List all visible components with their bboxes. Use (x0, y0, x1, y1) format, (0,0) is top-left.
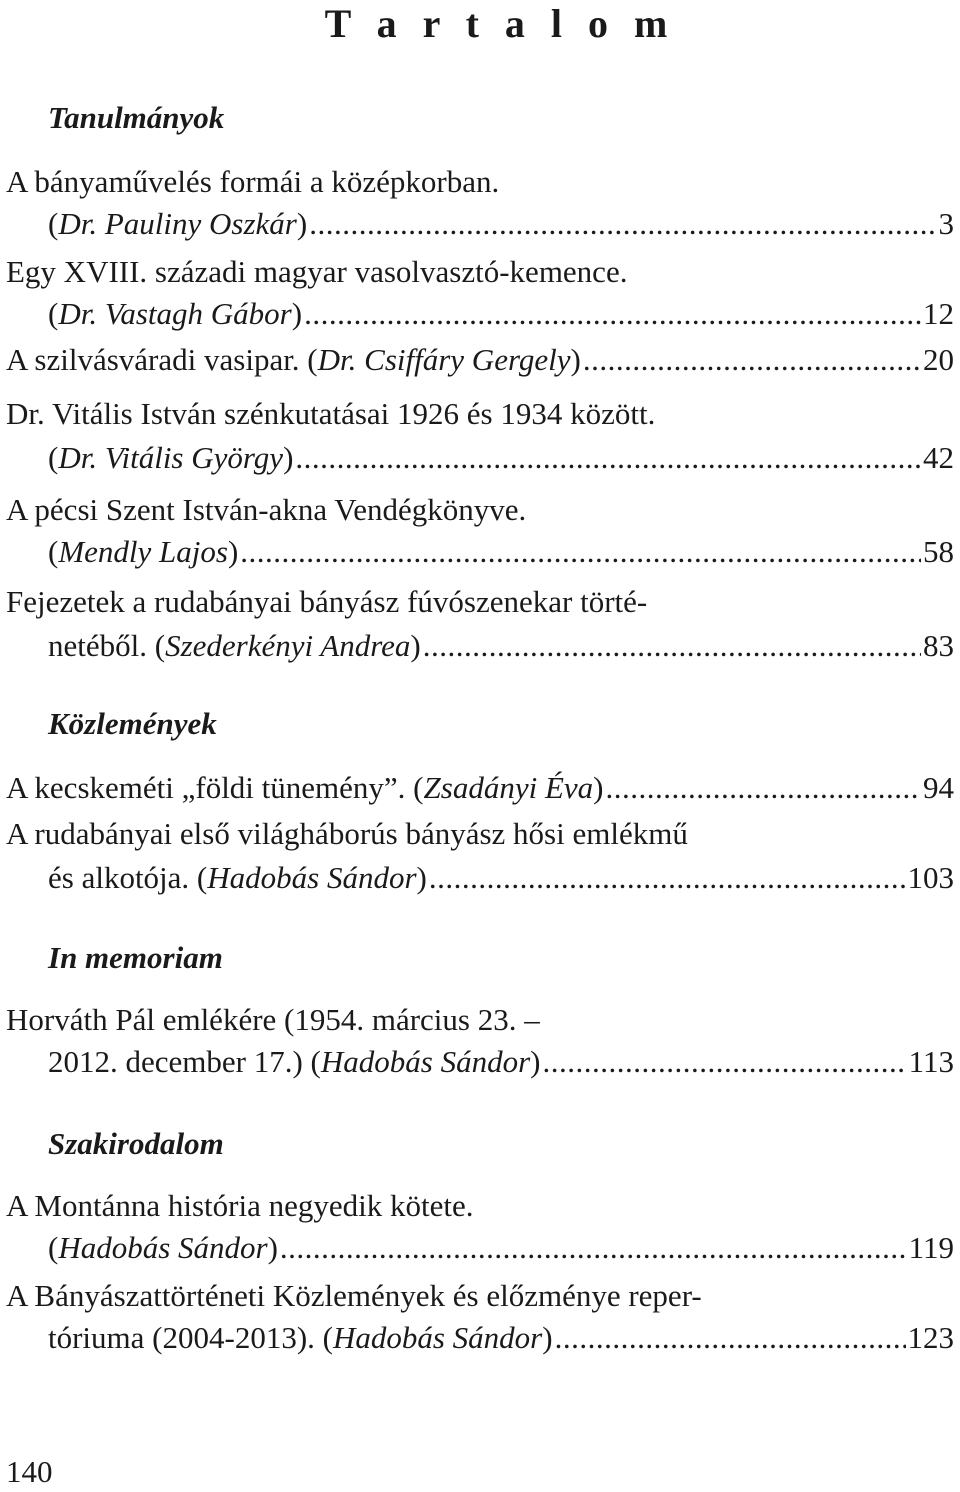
toc-entry-author-line: A szilvásváradi vasipar. (Dr. Csiffáry Gergely) (6, 342, 581, 377)
section-heading-kozlemenyek: Közlemények (48, 706, 217, 741)
author-name: Mendly Lajos (58, 534, 228, 569)
toc-entry-line (48, 1226, 954, 1270)
toc-page-number: 119 (908, 1230, 954, 1265)
toc-page-number: 103 (907, 860, 954, 895)
dot-leader (304, 292, 921, 336)
toc-entry-line (48, 1040, 954, 1084)
toc-entry-line (48, 202, 954, 246)
toc-entry-author-line: A kecskeméti „földi tünemény”. (Zsadányi Éva) (6, 770, 604, 805)
toc-entry-author-line: (Hadobás Sándor) (48, 1230, 278, 1265)
toc-page-number: 94 (923, 770, 954, 805)
toc-entry-author-line: 2012. december 17.) (Hadobás Sándor) (48, 1044, 541, 1079)
dot-leader (542, 1040, 906, 1084)
toc-page-number: 12 (923, 296, 954, 331)
toc-page-number: 58 (923, 534, 954, 569)
dot-leader (555, 1316, 906, 1360)
toc-entry-line (48, 624, 954, 668)
toc-entry-line (48, 436, 954, 480)
toc-entry-author-line: (Dr. Pauliny Oszkár) (48, 206, 308, 241)
toc-entry-author-line: tóriuma (2004-2013). (Hadobás Sándor) (48, 1320, 553, 1355)
toc-entry-author-line: (Mendly Lajos) (48, 534, 239, 569)
toc-page-number: 83 (923, 628, 954, 663)
page-number: 140 (6, 1454, 53, 1489)
toc-entry-title: A Montánna história negyedik kötete. (6, 1188, 474, 1223)
author-name: Zsadányi Éva (423, 770, 594, 805)
toc-entry-author-line: (Dr. Vastagh Gábor) (48, 296, 303, 331)
toc-entry-title: A pécsi Szent István-akna Vendégkönyve. (6, 492, 527, 527)
dot-leader (240, 530, 921, 574)
toc-entry-title: Egy XVIII. századi magyar vasolvasztó-kemence. (6, 254, 628, 289)
toc-page-number: 113 (908, 1044, 954, 1079)
toc-entry-line (6, 766, 954, 810)
dot-leader (429, 856, 906, 900)
dot-leader (295, 436, 921, 480)
toc-page-number: 20 (923, 342, 954, 377)
author-name: Dr. Vastagh Gábor (58, 296, 292, 331)
dot-leader (583, 338, 921, 382)
toc-entry-author-line: (Dr. Vitális György) (48, 440, 294, 475)
toc-entry-title: Dr. Vitális István szénkutatásai 1926 és 1934 között. (6, 396, 656, 431)
toc-entry-title: Horváth Pál emlékére (1954. március 23. – (6, 1002, 540, 1037)
toc-page-number: 42 (923, 440, 954, 475)
dot-leader (309, 202, 936, 246)
dot-leader (605, 766, 921, 810)
toc-entry-title: A rudabányai első világháborús bányász hősi emlékmű (6, 816, 688, 851)
toc-entry-line (48, 292, 954, 336)
toc-entry-author-line: és alkotója. (Hadobás Sándor) (48, 860, 427, 895)
author-name: Hadobás Sándor (207, 860, 417, 895)
author-name: Hadobás Sándor (332, 1320, 543, 1355)
section-heading-szakirodalom: Szakirodalom (48, 1126, 224, 1161)
toc-entry-author-line: netéből. (Szederkényi Andrea) (48, 628, 421, 663)
toc-entry-line (6, 338, 954, 382)
author-name: Dr. Vitális György (58, 440, 284, 475)
dot-leader (280, 1226, 907, 1270)
toc-page-number: 123 (907, 1320, 954, 1355)
author-name: Dr. Csiffáry Gergely (317, 342, 571, 377)
page-title: T a r t a l o m (324, 1, 676, 46)
toc-entry-title: Fejezetek a rudabányai bányász fúvószenekar törté- (6, 584, 648, 619)
toc-entry-line (48, 856, 954, 900)
author-name: Dr. Pauliny Oszkár (58, 206, 297, 241)
author-name: Hadobás Sándor (320, 1044, 531, 1079)
toc-entry-line (48, 530, 954, 574)
toc-entry-title: A Bányászattörténeti Közlemények és előzménye reper- (6, 1278, 702, 1313)
author-name: Hadobás Sándor (58, 1230, 268, 1265)
author-name: Szederkényi Andrea (165, 628, 411, 663)
toc-entry-title: A bányaművelés formái a középkorban. (6, 164, 500, 199)
toc-page-number: 3 (938, 206, 954, 241)
section-heading-in-memoriam: In memoriam (48, 940, 223, 975)
dot-leader (423, 624, 921, 668)
toc-entry-line (48, 1316, 954, 1360)
section-heading-tanulmanyok: Tanulmányok (48, 100, 225, 135)
